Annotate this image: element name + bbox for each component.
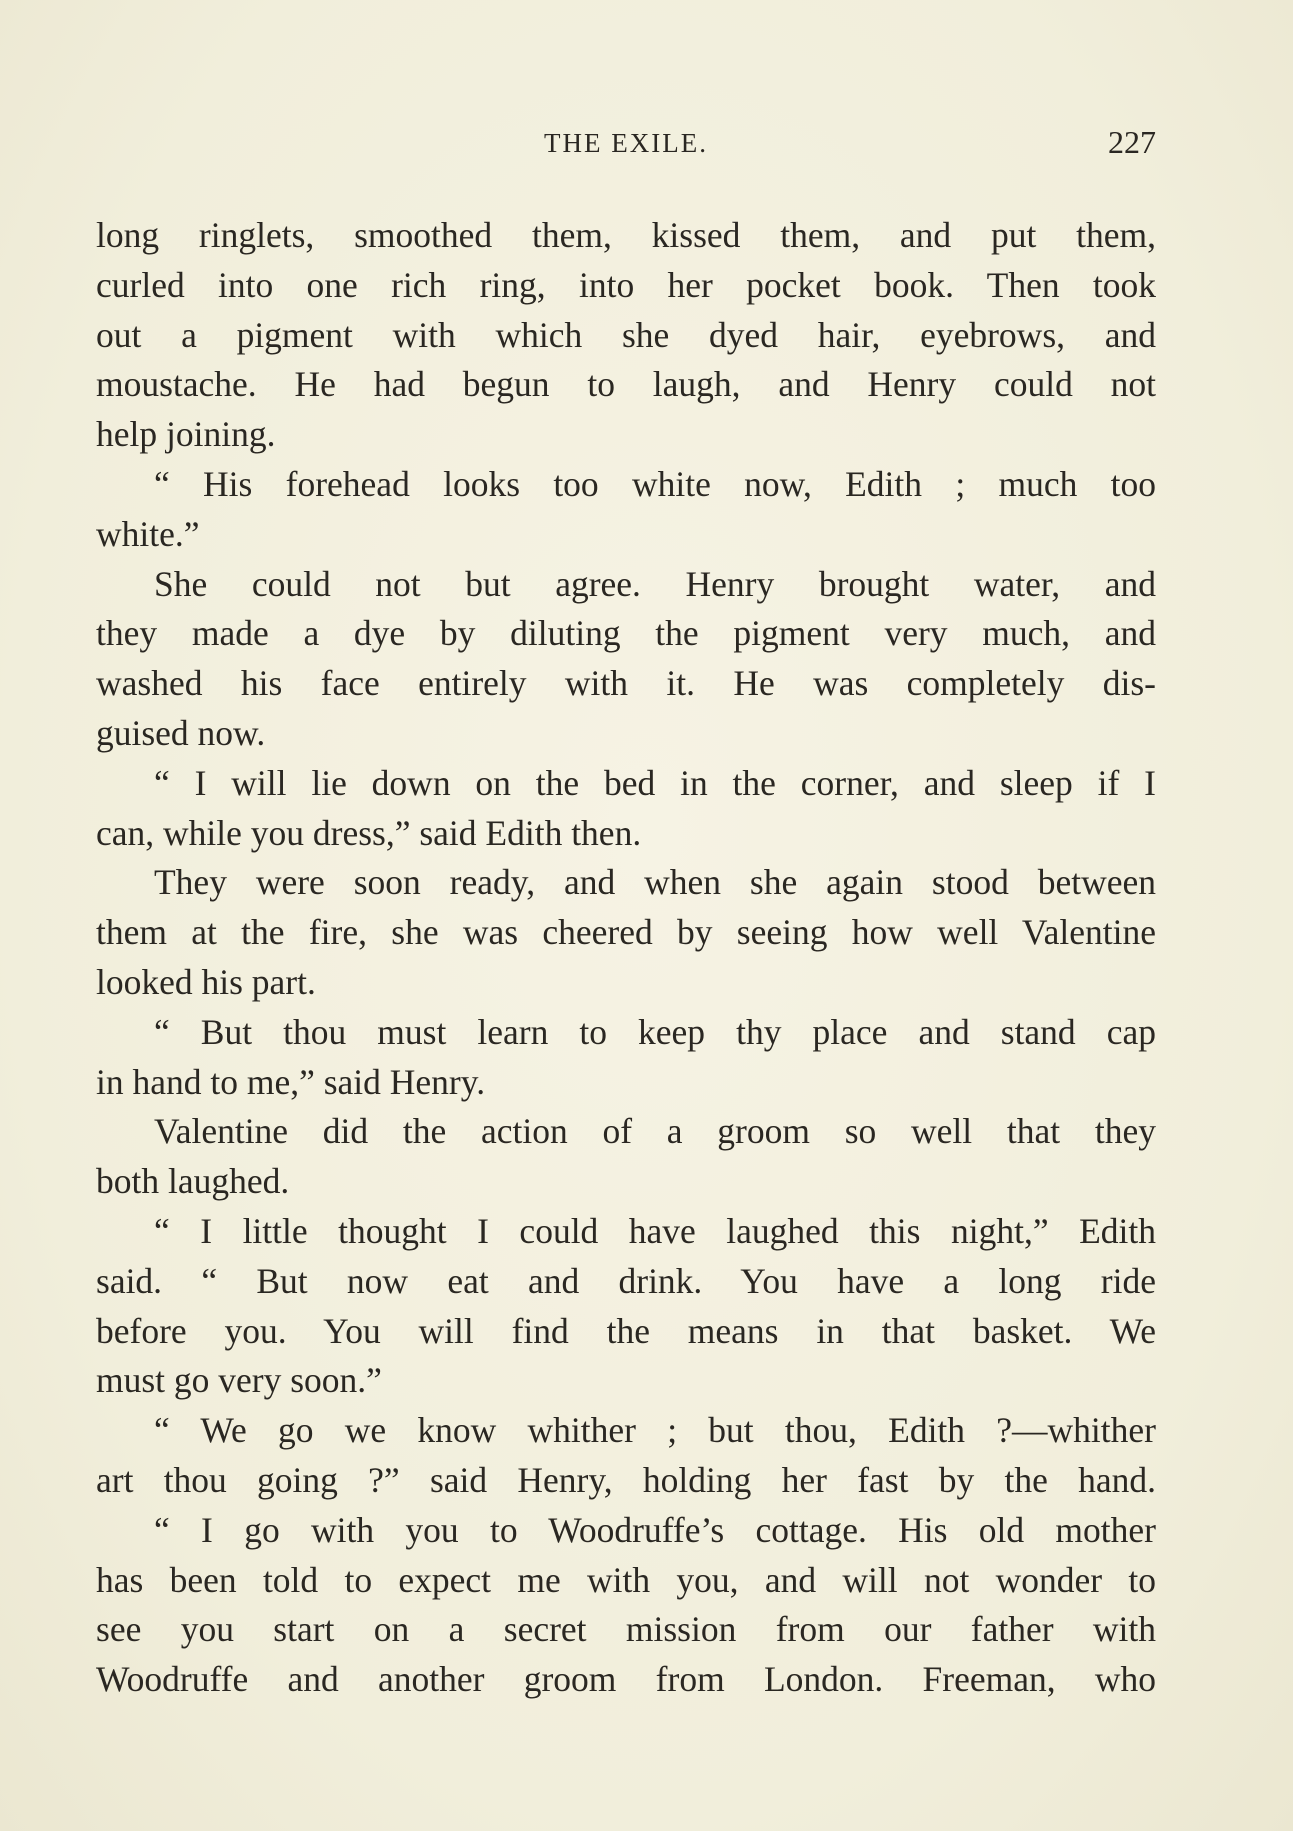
text-line: art thou going ?” said Henry, holding her fast by the hand. xyxy=(96,1459,1156,1500)
text-line: “ His forehead looks too white now, Edith ; much too xyxy=(154,463,1156,504)
running-head xyxy=(96,124,1156,164)
text-line: looked his part. xyxy=(96,961,316,1002)
text-line: “ I will lie down on the bed in the corner, and sleep if I xyxy=(154,762,1156,803)
running-title: THE EXILE. xyxy=(544,128,708,158)
text-line: Valentine did the action of a groom so well that they xyxy=(154,1111,1156,1152)
page-number: 227 xyxy=(1108,124,1156,160)
text-line: white.” xyxy=(96,513,200,554)
text-line: “ I little thought I could have laughed this night,” Edith xyxy=(154,1210,1156,1251)
text-line: said. “ But now eat and drink. You have a long ride xyxy=(96,1260,1156,1301)
text-line: they made a dye by diluting the pigment very much, and xyxy=(96,613,1156,654)
text-line: out a pigment with which she dyed hair, eyebrows, and xyxy=(96,314,1156,355)
text-line: guised now. xyxy=(96,712,266,753)
text-line: curled into one rich ring, into her pocket book. Then took xyxy=(96,264,1156,305)
text-line: can, while you dress,” said Edith then. xyxy=(96,812,642,853)
body-text xyxy=(96,211,1156,1705)
text-line: Woodruffe and another groom from London. Freeman, who xyxy=(96,1659,1156,1700)
text-line: before you. You will find the means in that basket. We xyxy=(96,1310,1156,1351)
text-line: in hand to me,” said Henry. xyxy=(96,1061,486,1102)
text-line: help joining. xyxy=(96,414,276,455)
text-line: see you start on a secret mission from our father with xyxy=(96,1609,1156,1650)
text-line: “ But thou must learn to keep thy place and stand cap xyxy=(154,1011,1156,1052)
text-line: them at the fire, she was cheered by seeing how well Valentine xyxy=(96,912,1156,953)
text-line: has been told to expect me with you, and will not wonder to xyxy=(96,1559,1156,1600)
text-line: She could not but agree. Henry brought water, and xyxy=(154,563,1156,604)
text-line: moustache. He had begun to laugh, and Henry could not xyxy=(96,364,1156,405)
text-line: long ringlets, smoothed them, kissed them, and put them, xyxy=(96,215,1156,255)
text-line: washed his face entirely with it. He was completely dis- xyxy=(96,663,1156,704)
text-line: “ I go with you to Woodruffe’s cottage. His old mother xyxy=(154,1509,1156,1550)
text-line: “ We go we know whither ; but thou, Edith ?—whither xyxy=(154,1410,1156,1451)
text-line: must go very soon.” xyxy=(96,1360,382,1401)
text-line: both laughed. xyxy=(96,1161,290,1202)
text-line: They were soon ready, and when she again stood between xyxy=(154,862,1156,903)
